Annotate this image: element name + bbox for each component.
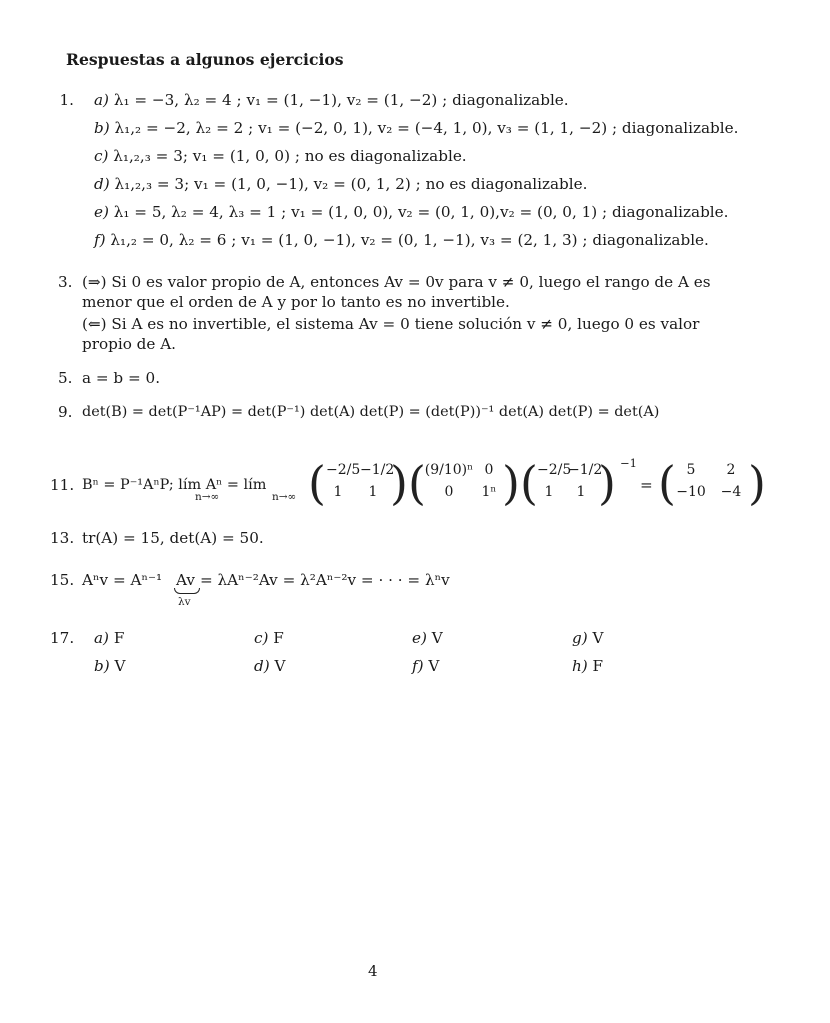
right-paren: ) — [390, 456, 408, 510]
right-paren: ) — [748, 456, 766, 510]
matrix-1-cell: −2/5 — [326, 462, 361, 478]
exercise-3-line-1: (⇒) Si 0 es valor propio de A, entonces Av = 0v para v ≠ 0, luego el rango de A es — [82, 273, 711, 291]
exercise-1b: b) λ₁,₂ = −2, λ₂ = 2 ; v₁ = (−2, 0, 1), v₂ = (−4, 1, 0), v₃ = (1, 1, −2) ; diagonalizable. — [94, 119, 739, 137]
left-paren: ( — [408, 456, 426, 510]
matrix-2-cell: 0 — [484, 462, 494, 478]
exercise-1f: f) λ₁,₂ = 0, λ₂ = 6 ; v₁ = (1, 0, −1), v₂ = (0, 1, −1), v₃ = (2, 1, 3) ; diagonalizable. — [94, 231, 709, 249]
page-title: Respuestas a algunos ejercicios — [66, 50, 344, 69]
left-paren: ( — [308, 456, 326, 510]
exercise-15-number: 15. — [50, 571, 75, 589]
matrix-3-cell: −2/5 — [537, 462, 572, 478]
answer-17a: a) F — [94, 629, 125, 647]
matrix-3-cell: 1 — [544, 484, 554, 500]
exercise-11-lhs: Bⁿ = P⁻¹AⁿP; lím Aⁿ = lím — [82, 477, 267, 493]
matrix-3-cell: −1/2 — [568, 462, 603, 478]
exercise-13-text: tr(A) = 15, det(A) = 50. — [82, 529, 264, 547]
answer-17g: g) V — [572, 629, 604, 647]
answer-17f: f) V — [412, 657, 440, 675]
matrix-4-cell: 5 — [686, 462, 696, 478]
matrix-1-cell: 1 — [368, 484, 378, 500]
inverse-exponent: −1 — [620, 456, 637, 470]
answer-17b: b) V — [94, 657, 126, 675]
exercise-1c: c) λ₁,₂,₃ = 3; v₁ = (1, 0, 0) ; no es diagonalizable. — [94, 147, 467, 165]
matrix-4-cell: 2 — [726, 462, 736, 478]
exercise-15-brace-top: Av — [176, 571, 195, 589]
exercise-9-text: det(B) = det(P⁻¹AP) = det(P⁻¹) det(A) det(P) = (det(P))⁻¹ det(A) det(P) = det(A) — [82, 404, 660, 420]
answer-17e: e) V — [412, 629, 443, 647]
matrix-2-cell: 1ⁿ — [481, 484, 497, 500]
exercise-3-line-2: menor que el orden de A y por lo tanto es no invertible. — [82, 293, 510, 311]
exercise-11-lim-sub-1: n→∞ — [195, 491, 220, 503]
matrix-4-cell: −10 — [676, 484, 706, 500]
exercise-1-number: 1. — [59, 91, 74, 109]
right-paren: ) — [502, 456, 520, 510]
exercise-1d: d) λ₁,₂,₃ = 3; v₁ = (1, 0, −1), v₂ = (0, 1, 2) ; no es diagonalizable. — [94, 175, 588, 193]
underbrace — [174, 588, 200, 594]
exercise-11-lim-sub-2: n→∞ — [272, 491, 297, 503]
exercise-5-text: a = b = 0. — [82, 369, 161, 387]
right-paren: ) — [598, 456, 616, 510]
answer-17c: c) F — [254, 629, 284, 647]
equals-sign: = — [640, 476, 653, 494]
exercise-5-number: 5. — [58, 369, 73, 387]
matrix-2-cell: (9/10)ⁿ — [424, 462, 474, 478]
matrix-1-cell: −1/2 — [360, 462, 395, 478]
exercise-9-number: 9. — [58, 403, 73, 421]
exercise-15-lhs: Aⁿv = Aⁿ⁻¹ — [82, 571, 163, 589]
left-paren: ( — [658, 456, 676, 510]
matrix-4-cell: −4 — [720, 484, 742, 500]
exercise-1e: e) λ₁ = 5, λ₂ = 4, λ₃ = 1 ; v₁ = (1, 0, 0), v₂ = (0, 1, 0),v₂ = (0, 0, 1) ; diagonalizable. — [94, 203, 729, 221]
exercise-11-number: 11. — [50, 476, 75, 494]
exercise-3-line-4: propio de A. — [82, 335, 177, 353]
exercise-17-number: 17. — [50, 629, 75, 647]
answer-17h: h) F — [572, 657, 604, 675]
exercise-3-line-3: (⇐) Si A es no invertible, el sistema Av = 0 tiene solución v ≠ 0, luego 0 es valor — [82, 315, 700, 333]
page-number: 4 — [368, 962, 378, 980]
exercise-3-number: 3. — [58, 273, 73, 291]
left-paren: ( — [520, 456, 538, 510]
exercise-1a: a) λ₁ = −3, λ₂ = 4 ; v₁ = (1, −1), v₂ = (1, −2) ; diagonalizable. — [94, 91, 569, 109]
matrix-3-cell: 1 — [576, 484, 586, 500]
exercise-15-rhs: = λAⁿ⁻²Av = λ²Aⁿ⁻²v = · · · = λⁿv — [200, 571, 450, 589]
answer-17d: d) V — [254, 657, 286, 675]
matrix-2-cell: 0 — [444, 484, 454, 500]
exercise-13-number: 13. — [50, 529, 75, 547]
exercise-15-brace-bottom: λv — [178, 596, 191, 608]
matrix-1-cell: 1 — [333, 484, 343, 500]
